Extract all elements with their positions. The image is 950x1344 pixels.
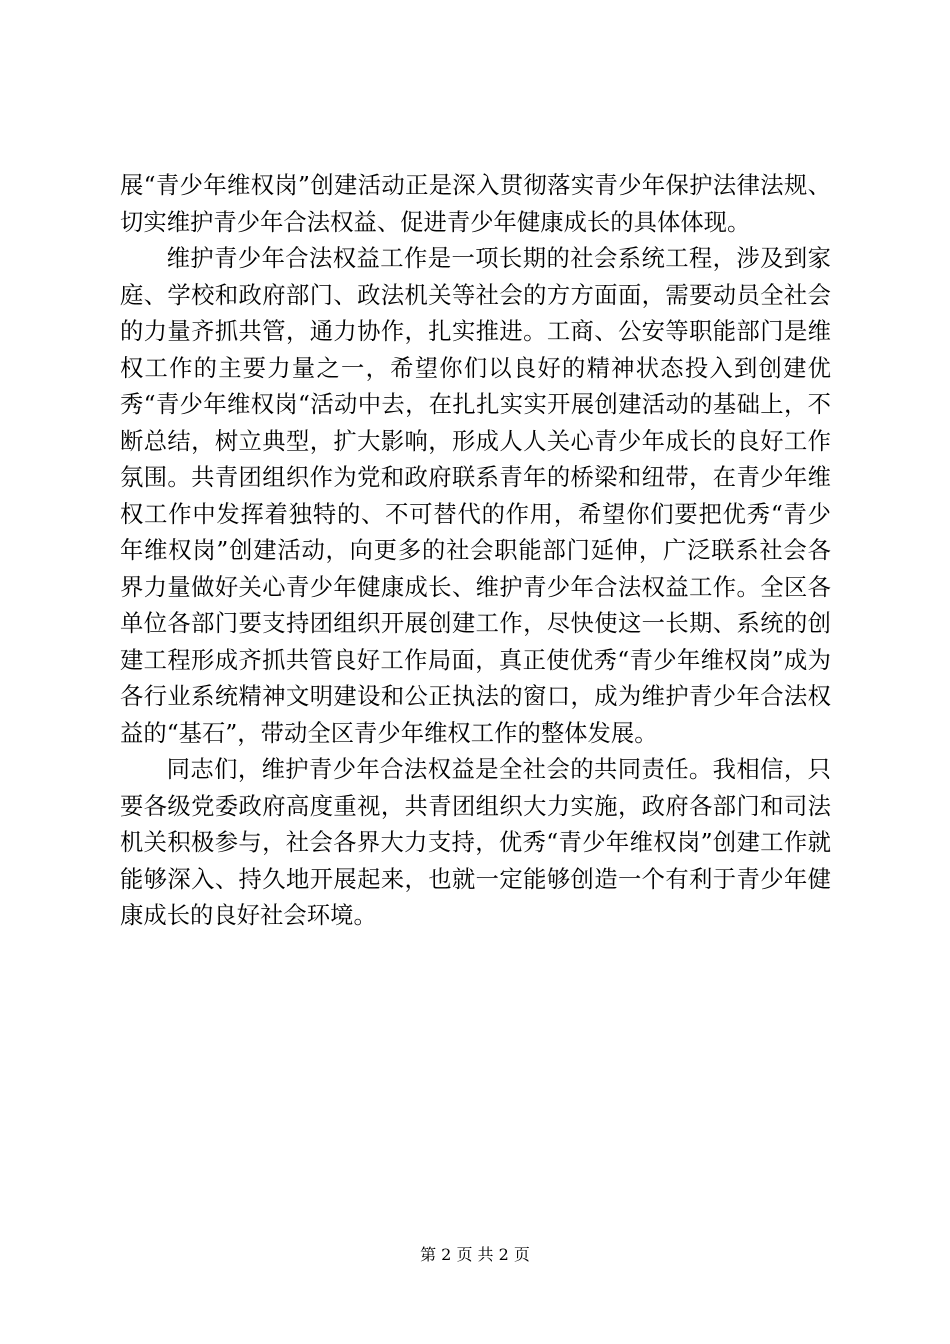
paragraph-2: 维护青少年合法权益工作是一项长期的社会系统工程，涉及到家庭、学校和政府部门、政法机关等社会的方方面面，需要动员全社会的力量齐抓共管，通力协作，扎实推进。工商、公安等职能部门是维权工作的主要力量之一，希望你们以良好的精神状态投入到创建优秀“青少年维权岗“活动中去，在扎扎实实开展创建活动的基础上，不断总结，树立典型，扩大影响，形成人人关心青少年成长的良好工作氛围。共青团组织作为党和政府联系青年的桥梁和纽带，在青少年维权工作中发挥着独特的、不可替代的作用，希望你们要把优秀“青少年维权岗”创建活动，向更多的社会职能部门延伸，广泛联系社会各界力量做好关心青少年健康成长、维护青少年合法权益工作。全区各单位各部门要支持团组织开展创建工作，尽快使这一长期、系统的创建工程形成齐抓共管良好工作局面，真正使优秀“青少年维权岗”成为各行业系统精神文明建设和公正执法的窗口，成为维护青少年合法权益的“基石”，带动全区青少年维权工作的整体发展。: [120, 245, 831, 747]
paragraph-3: 同志们，维护青少年合法权益是全社会的共同责任。我相信，只要各级党委政府高度重视，共青团组织大力实施，政府各部门和司法机关积极参与，社会各界大力支持，优秀“青少年维权岗”创建工作就能够深入、持久地开展起来，也就一定能够创造一个有利于青少年健康成长的良好社会环境。: [120, 756, 831, 929]
paragraph-1: 展“青少年维权岗”创建活动正是深入贯彻落实青少年保护法律法规、切实维护青少年合法权益、促进青少年健康成长的具体体现。: [120, 172, 831, 236]
page-number-footer: 第 2 页 共 2 页: [420, 1245, 530, 1264]
document-body: [120, 168, 831, 935]
